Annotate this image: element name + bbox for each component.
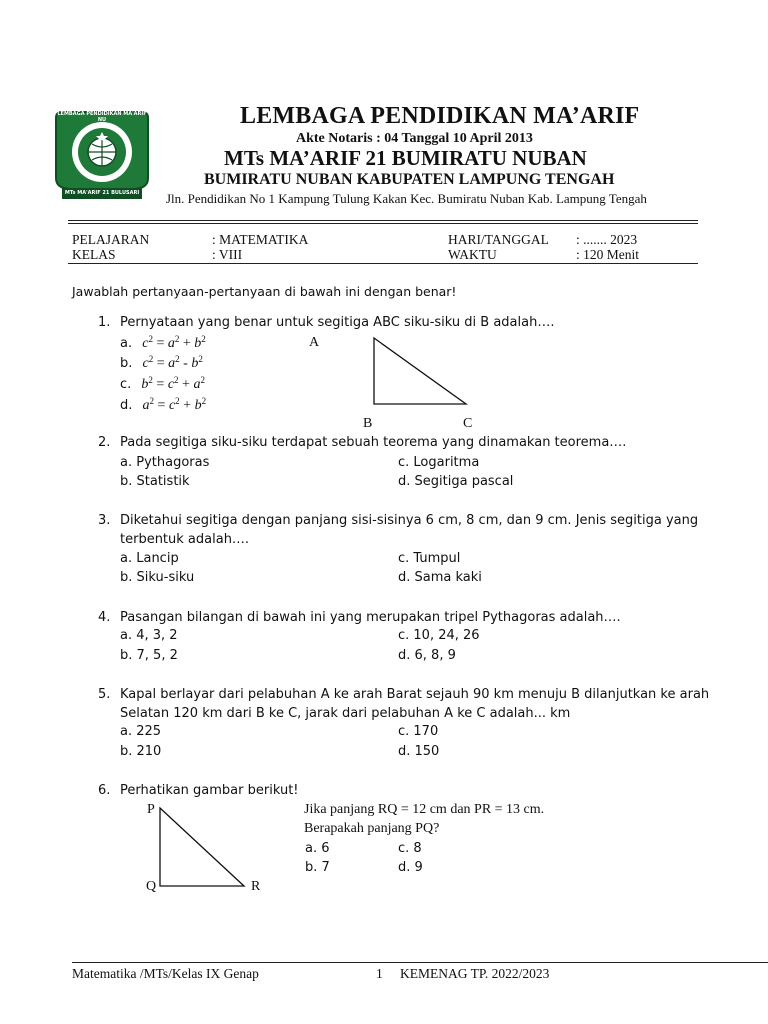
q1-option-d-label: d. — [120, 398, 133, 413]
q1-option-c-label: c. — [120, 377, 132, 392]
q1-option-b-formula: $c^2 = a^2 - b^2$ — [142, 354, 203, 371]
time-value: : 120 Menit — [576, 247, 639, 262]
footer-left: Matematika /MTs/Kelas IX Genap — [72, 966, 259, 981]
instruction: Jawablah pertanyaan-pertanyaan di bawah ini dengan benar! — [72, 284, 457, 299]
q1-option-c — [120, 375, 205, 393]
q1-vertex-b: B — [363, 416, 373, 431]
q5-number: 5. — [98, 687, 111, 702]
subject-value: : MATEMATIKA — [212, 232, 309, 247]
q5-line-2: Selatan 120 km dari B ke C, jarak dari pelabuhan A ke C adalah... km — [120, 706, 571, 721]
q1-option-a-formula: $c^2 = a^2 + b^2$ — [142, 334, 206, 351]
school-name: MTs MA’ARIF 21 BUMIRATU NUBAN — [224, 146, 587, 170]
q6-triangle-figure — [150, 798, 254, 892]
header-divider-1 — [68, 220, 698, 221]
q6-option-d: d. 9 — [398, 860, 423, 875]
notary-line: Akte Notaris : 04 Tanggal 10 April 2013 — [296, 131, 533, 146]
q2-option-d: d. Segitiga pascal — [398, 474, 514, 489]
header-divider-2 — [68, 223, 698, 224]
q5-option-c: c. 170 — [398, 724, 439, 739]
q6-vertex-q: Q — [146, 879, 157, 894]
q3-option-a: a. Lancip — [120, 551, 179, 566]
q1-vertex-c: C — [463, 416, 473, 431]
q2-option-b: b. Statistik — [120, 474, 190, 489]
q3-option-b: b. Siku-siku — [120, 570, 195, 585]
q6-option-c: c. 8 — [398, 841, 422, 856]
q1-option-d-formula: $a^2 = c^2 + b^2$ — [142, 396, 207, 413]
q6-vertex-r: R — [251, 879, 261, 894]
footer-divider — [72, 962, 768, 963]
page-number: 1 — [376, 966, 383, 981]
q5-option-a: a. 225 — [120, 724, 162, 739]
q1-option-a-label: a. — [120, 336, 133, 351]
address-line: Jln. Pendidikan No 1 Kampung Tulung Kakan Kec. Bumiratu Nuban Kab. Lampung Tengah — [166, 191, 647, 206]
logo-top-text: LEMBAGA PENDIDIKAN MA'ARIF NU — [57, 111, 147, 123]
q1-option-d — [120, 396, 206, 414]
q3-number: 3. — [98, 513, 111, 528]
district-line: BUMIRATU NUBAN KABUPATEN LAMPUNG TENGAH — [204, 171, 615, 188]
class-label: KELAS — [72, 247, 116, 262]
q1-option-b-label: b. — [120, 356, 133, 371]
footer-right: KEMENAG TP. 2022/2023 — [400, 966, 550, 981]
q1-text: Pernyataan yang benar untuk segitiga ABC siku-siku di B adalah…. — [120, 315, 555, 330]
q5-option-b: b. 210 — [120, 744, 162, 759]
q2-option-a: a. Pythagoras — [120, 455, 210, 470]
q4-option-a: a. 4, 3, 2 — [120, 628, 178, 643]
q4-option-d: d. 6, 8, 9 — [398, 648, 456, 663]
meta-divider — [68, 263, 698, 264]
q1-option-b — [120, 354, 203, 372]
q3-option-d: d. Sama kaki — [398, 570, 482, 585]
q1-number: 1. — [98, 315, 111, 330]
q6-option-a: a. 6 — [305, 841, 330, 856]
q3-line-1: Diketahui segitiga dengan panjang sisi-sisinya 6 cm, 8 cm, dan 9 cm. Jenis segitiga yang — [120, 513, 699, 528]
time-label: WAKTU — [448, 247, 497, 262]
q4-option-b: b. 7, 5, 2 — [120, 648, 178, 663]
q6-option-b: b. 7 — [305, 860, 330, 875]
q2-option-c: c. Logaritma — [398, 455, 480, 470]
q1-triangle-figure — [360, 330, 480, 414]
q4-option-c: c. 10, 24, 26 — [398, 628, 480, 643]
q6-vertex-p: P — [147, 802, 155, 817]
q4-number: 4. — [98, 610, 111, 625]
q2-text: Pada segitiga siku-siku terdapat sebuah teorema yang dinamakan teorema…. — [120, 435, 627, 450]
q4-text: Pasangan bilangan di bawah ini yang merupakan tripel Pythagoras adalah…. — [120, 610, 621, 625]
date-label: HARI/TANGGAL — [448, 232, 549, 247]
q1-vertex-a: A — [309, 335, 320, 350]
q2-number: 2. — [98, 435, 111, 450]
q6-text: Perhatikan gambar berikut! — [120, 783, 299, 798]
q1-option-a — [120, 334, 206, 352]
q1-option-c-formula: $b^2 = c^2 + a^2$ — [141, 375, 205, 392]
q3-option-c: c. Tumpul — [398, 551, 461, 566]
q6-number: 6. — [98, 783, 111, 798]
q5-option-d: d. 150 — [398, 744, 440, 759]
q6-info-1: Jika panjang RQ = 12 cm dan PR = 13 cm. — [304, 802, 545, 817]
q6-info-2: Berapakah panjang PQ? — [304, 821, 440, 836]
date-value: : ....... 2023 — [576, 232, 638, 247]
logo-bottom-text: MTs MA'ARIF 21 BULUSARI — [64, 190, 140, 196]
class-value: : VIII — [212, 247, 243, 262]
subject-label: PELAJARAN — [72, 232, 150, 247]
institution-title: LEMBAGA PENDIDIKAN MA’ARIF — [240, 103, 640, 129]
q3-line-2: terbentuk adalah…. — [120, 532, 250, 547]
q5-line-1: Kapal berlayar dari pelabuhan A ke arah Barat sejauh 90 km menuju B dilanjutkan ke arah — [120, 687, 710, 702]
